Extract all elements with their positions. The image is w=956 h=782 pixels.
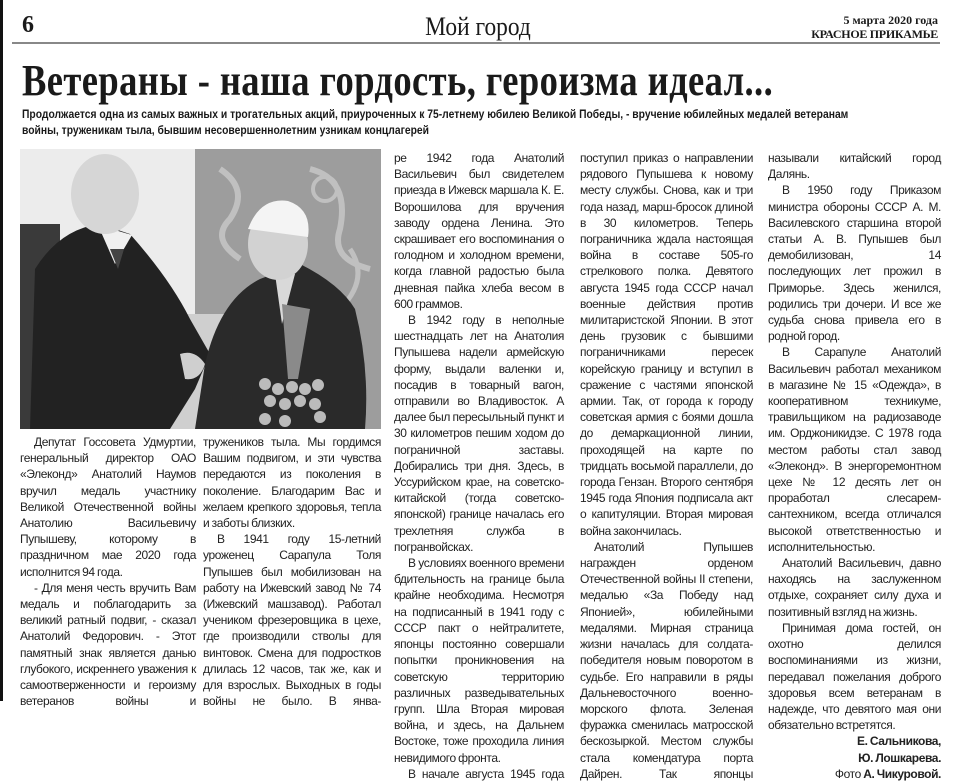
author-name: Ю. Лошкарева. [858,750,941,765]
article-paragraph: В начале августа 1945 года [408,766,564,781]
article-paragraph: Депутат Госсовета Удмуртии, генеральный директор ОАО «Элеконд» Анатолий Наумов вручил медаль участнику Великой Отечественной войны Анатолию Васильевичу Пупышеву, которому в праздничном мае 2020 года исполнится 94 года. [20,435,196,579]
article-photo [20,149,381,429]
article-lead: Продолжается одна из самых важных и трогательных акций, приуроченных к 75-летнему юбилею Великой Победы, - вручение юбилейных медалей ветеранам войны, труженикам тыла, бывшим несовершеннолетним узникам концлагерей [22,107,849,137]
article-paragraph: - Для меня честь вручить Вам медаль и поблагодарить за великий ратный подвиг, - сказал Анатолий Федорович. - Этот памятный знак является данью глубокого, искреннего уважения к самоотверженности и героизму ветеранов войны и [20,580,196,709]
article-paragraph: называли китайский город Далянь. [768,151,941,182]
article-column-2 [203,434,381,709]
page-number: 6 [22,12,34,38]
photographer-name: А. Чикуровой. [863,766,941,781]
article-column-4 [580,150,753,782]
article-column-1 [20,434,196,709]
article-paragraph: ре 1942 года Анатолий Васильевич был свидетелем приезда в Ижевск маршала К. Е. Ворошилова для вручения заводу ордена Ленина. Это скрашивает его воспоминания о голодном и холодном времени, когда главной радостью была дневная пайка хлеба весом в 600 граммов. [394,151,564,311]
article-paragraph: В 1942 году в неполные шестнадцать лет на Анатолия Пупышева надели армейскую форму, выдали валенки и, посадив в товарный вагон, отправили во Владивосток. А далее был пересыльный пункт и 30 километров пешим ходом до пограничной заставы. Добирались три дня. Здесь, в Уссурийском крае, на советско-китайской (тогда советско-японской) границе началась его трехлетняя служба в погранвойсках. [394,313,564,554]
page-edge [0,0,3,701]
article-signature [768,733,941,782]
article-paragraph: Принимая дома гостей, он охотно делился воспоминаниями из жизни, передавал пожелания доброго здоровья всем ветеранам в надежде, что девятого мая они обязательно встретятся. [768,620,941,733]
article-paragraph: В 1941 году 15-летний уроженец Сарапула Толя Пупышев был мобилизован на работу на Ижевский завод № 74 (Ижевский машзавод). Работал учеником фрезеровщика в цехе, где производили стволы для винтовок. Смена для подростков длилась 12 часов, так же, как и для взрослых. Выходных в годы войны не было. В янва- [203,532,381,709]
article-paragraph: поступил приказ о направлении рядового Пупышева к новому месту службы. Снова, как и три года назад, марш-бросок длиной в 30 километров. Теперь пограничника ждала настоящая война в составе 505-го стрелкового полка. Девятого августа 1945 года СССР начал военные действия против милитаристской Японии. В этот день грузовик с бывшими пограничниками пересек корейскую границу и вступил в сражение с частями японской армии. Так, от города к городу советская армия с боями дошла до демаркационной линии, проходящей на карте по тридцать восьмой параллели, до города Гензан. Второго сентября 1945 года Япония подписала акт о капитуляции. Вторая мировая война закончилась. [580,151,753,538]
issue-date: 5 марта 2020 года [843,13,938,27]
article-paragraph: В условиях военного времени бдительность на границе была крайне необходима. Несмотря на подписанный в 1941 году с СССР пакт о нейтралитете, японцы постоянно совершали попытки проникновения на советскую территорию различных разведывательных групп. Шла Вторая мировая война, и здесь, на Дальнем Востоке, тоже проходила линия невидимого фронта. [394,556,564,765]
article-paragraph: Анатолий Васильевич, давно находясь на заслуженном отдыхе, сохраняет силу духа и позитивный взгляд на жизнь. [768,556,941,619]
article-paragraph: тружеников тыла. Мы гордимся Вашим подвигом, и эти чувства передаются из поколения в поколение. Благодарим Вас и желаем крепкого здоровья, тепла и заботы близких. [203,435,381,531]
article-column-5 [768,150,941,782]
article-title: Ветераны - наша гордость, героизма идеал... [22,56,774,105]
article-column-3 [394,150,564,782]
author-name: Е. Сальникова, [857,734,941,749]
section-title: Мой город [425,12,531,41]
issue-info [811,13,938,41]
header-rule [12,42,940,44]
photo-credit [768,766,941,782]
article-paragraph: В Сарапуле Анатолий Васильевич работал механиком в магазине № 15 «Одежда», в кооперативном техникуме, травильщиком на радиозаводе им. Орджоникидзе. С 1978 года местом работы стал завод «Элеконд». В энергоремонтном цехе № 12 десять лет он проработал слесарем-сантехником, всегда отличался высокой ответственностью и исполнительностью. [768,345,941,554]
newspaper-name: КРАСНОЕ ПРИКАМЬЕ [811,27,938,41]
article-paragraph: В 1950 году Приказом министра обороны СССР А. М. Василевского старшина второй статьи А. В. Пупышев был демобилизован, 14 последующих лет прожил в Приморье. Здесь женился, родились три дочери. И все же судьба снова привела его в родной город. [768,183,941,344]
photo-label: Фото [834,766,861,781]
article-paragraph: Анатолий Пупышев награжден орденом Отечественной войны II степени, медалью «За Победу над Японией», юбилейными медалями. Мирная страница жизни началась для солдата-победителя новым поворотом в судьбе. Его направили в ряды Дальневосточного военно-морского флота. Зеленая фуражка сменилась матросской бескозыркой. Местом службы стала комендатура порта Дайрен. Так японцы [580,539,753,781]
